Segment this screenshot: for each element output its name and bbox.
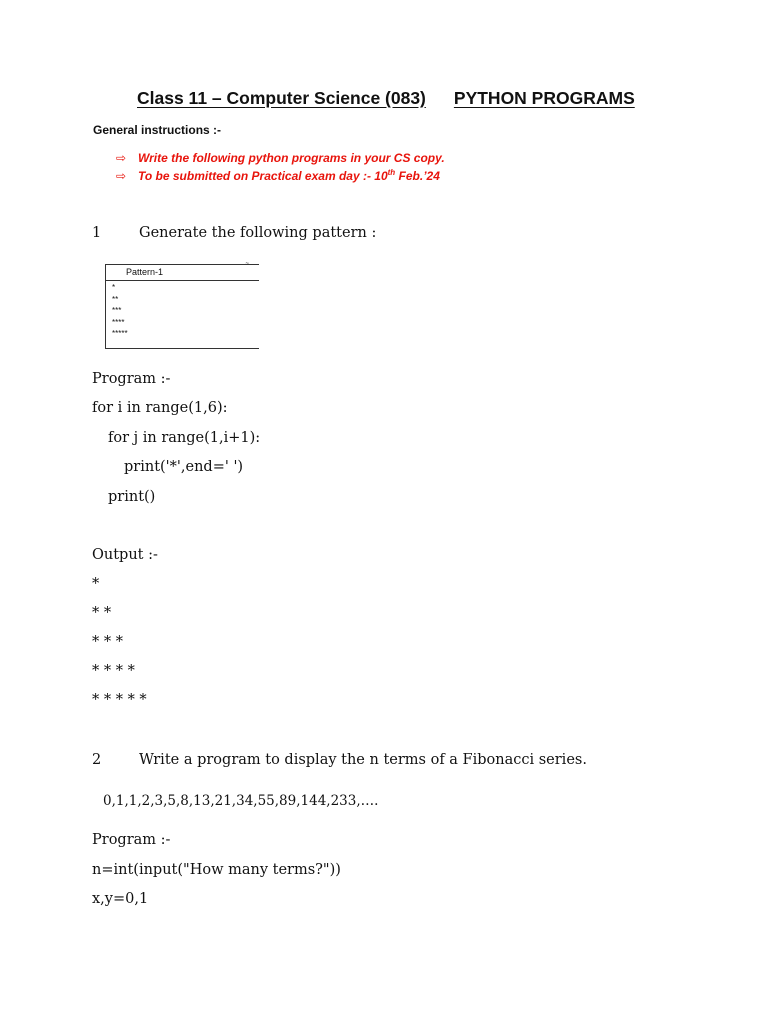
page-title — [137, 88, 635, 109]
instruction-item — [116, 151, 445, 165]
output-label: Output :- — [92, 547, 158, 563]
general-instructions-heading: General instructions :- — [93, 123, 222, 137]
arrow-right-icon: ⇨ — [116, 169, 127, 183]
output-line: * * * * * — [92, 692, 147, 708]
arrow-right-icon: ⇨ — [116, 151, 127, 165]
pattern-row: ***** — [112, 329, 128, 339]
question-number: 1 — [92, 225, 102, 241]
code-line: print() — [108, 489, 156, 505]
instruction-superscript: th — [387, 168, 396, 177]
question-text: Generate the following pattern : — [139, 225, 377, 241]
pattern-table-header: Pattern-1 — [106, 265, 259, 281]
output-line: * — [92, 576, 100, 592]
code-line: x,y=0,1 — [92, 891, 149, 907]
code-line: for i in range(1,6): — [92, 400, 228, 416]
pattern-table: ~ Pattern-1 * ** *** **** ***** — [105, 264, 259, 349]
output-line: * * * * — [92, 663, 135, 679]
question-number: 2 — [92, 752, 102, 768]
output-line: * * * — [92, 634, 123, 650]
instruction-item — [116, 168, 440, 183]
code-line: print('*',end=' ') — [124, 459, 244, 475]
code-line: for j in range(1,i+1): — [108, 430, 261, 446]
program-label: Program :- — [92, 371, 171, 387]
pattern-row: **** — [112, 317, 125, 327]
output-line: * * — [92, 605, 112, 621]
page-title-right: PYTHON PROGRAMS — [453, 88, 635, 108]
instruction-text-end: Feb.’24 — [395, 169, 440, 183]
code-line: n=int(input("How many terms?")) — [92, 862, 341, 878]
instruction-text: Write the following python programs in your CS copy. — [138, 151, 445, 165]
pattern-row: ** — [112, 294, 119, 304]
pattern-row: * — [112, 283, 116, 292]
pattern-row: *** — [112, 306, 122, 316]
program-label: Program :- — [92, 832, 171, 848]
page-title-left: Class 11 – Computer Science (083) — [137, 88, 426, 108]
fibonacci-series: 0,1,1,2,3,5,8,13,21,34,55,89,144,233,…. — [103, 793, 379, 809]
instruction-text: To be submitted on Practical exam day :- 10 — [138, 169, 388, 183]
question-text: Write a program to display the n terms of a Fibonacci series. — [139, 752, 587, 768]
